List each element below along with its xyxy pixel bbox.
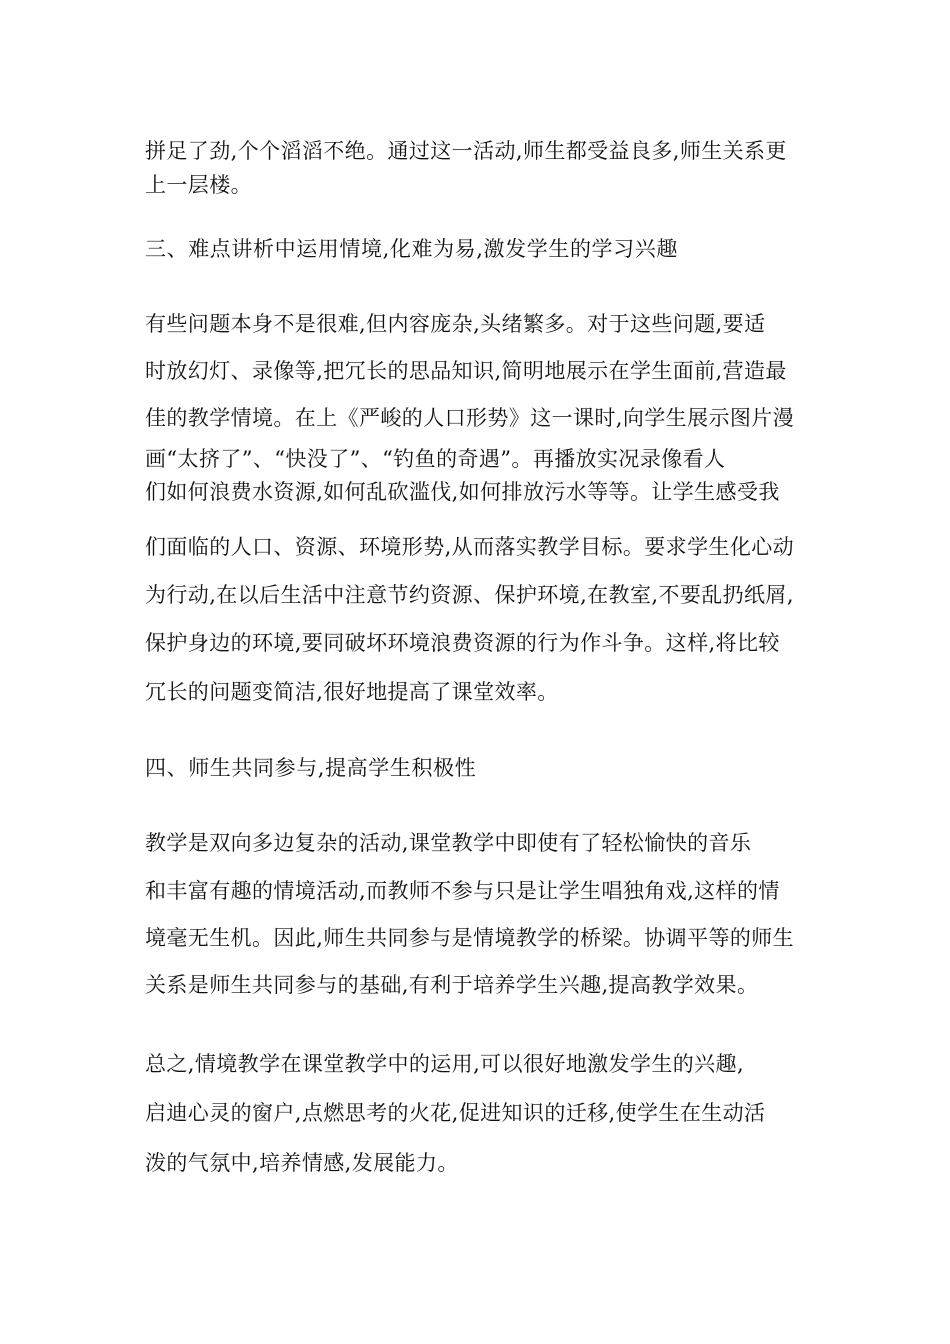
section-heading-4: 四、师生共同参与,提高学生积极性 bbox=[145, 756, 477, 780]
paragraph-section-4-line-3: 境毫无生机。因此,师生共同参与是情境教学的桥梁。协调平等的师生 bbox=[145, 926, 795, 950]
paragraph-section-4-line-2: 和丰富有趣的情境活动,而教师不参与只是让学生唱独角戏,这样的情 bbox=[145, 879, 780, 903]
paragraph-section-3-line-5: 们如何浪费水资源,如何乱砍滥伐,如何排放污水等等。让学生感受我 bbox=[145, 480, 780, 504]
paragraph-section-3-line-3: 佳的教学情境。在上《严峻的人口形势》这一课时,向学生展示图片漫 bbox=[145, 406, 795, 430]
paragraph-section-3-line-1: 有些问题本身不是很难,但内容庞杂,头绪繁多。对于这些问题,要适 bbox=[145, 312, 766, 336]
section-heading-3: 三、难点讲析中运用情境,化难为易,激发学生的学习兴趣 bbox=[145, 237, 678, 261]
paragraph-section-3-line-4: 画“太挤了”、“快没了”、“钓鱼的奇遇”。再播放实况录像看人 bbox=[145, 447, 726, 471]
paragraph-conclusion-line-1: 总之,情境教学在课堂教学中的运用,可以很好地激发学生的兴趣, bbox=[145, 1052, 745, 1076]
paragraph-section-3-line-9: 冗长的问题变简洁,很好地提高了课堂效率。 bbox=[145, 680, 559, 704]
paragraph-conclusion-line-3: 泼的气氛中,培养情感,发展能力。 bbox=[145, 1151, 459, 1175]
paragraph-conclusion-line-2: 启迪心灵的窗户,点燃思考的火花,促进知识的迁移,使学生在生动活 bbox=[145, 1101, 766, 1125]
paragraph-section-3-line-7: 为行动,在以后生活中注意节约资源、保护环境,在教室,不要乱扔纸屑, bbox=[145, 583, 794, 607]
paragraph-intro-line-2: 上一层楼。 bbox=[145, 173, 252, 197]
paragraph-section-4-line-4: 关系是师生共同参与的基础,有利于培养学生兴趣,提高教学效果。 bbox=[145, 973, 759, 997]
paragraph-intro-line-1: 拼足了劲,个个滔滔不绝。通过这一活动,师生都受益良多,师生关系更 bbox=[145, 139, 787, 163]
paragraph-section-3-line-8: 保护身边的环境,要同破坏环境浪费资源的行为作斗争。这样,将比较 bbox=[145, 631, 780, 655]
paragraph-section-3-line-6: 们面临的人口、资源、环境形势,从而落实教学目标。要求学生化心动 bbox=[145, 535, 795, 559]
paragraph-section-3-line-2: 时放幻灯、录像等,把冗长的思品知识,简明地展示在学生面前,营造最 bbox=[145, 359, 787, 383]
paragraph-section-4-line-1: 教学是双向多边复杂的活动,课堂教学中即使有了轻松愉快的音乐 bbox=[145, 831, 752, 855]
